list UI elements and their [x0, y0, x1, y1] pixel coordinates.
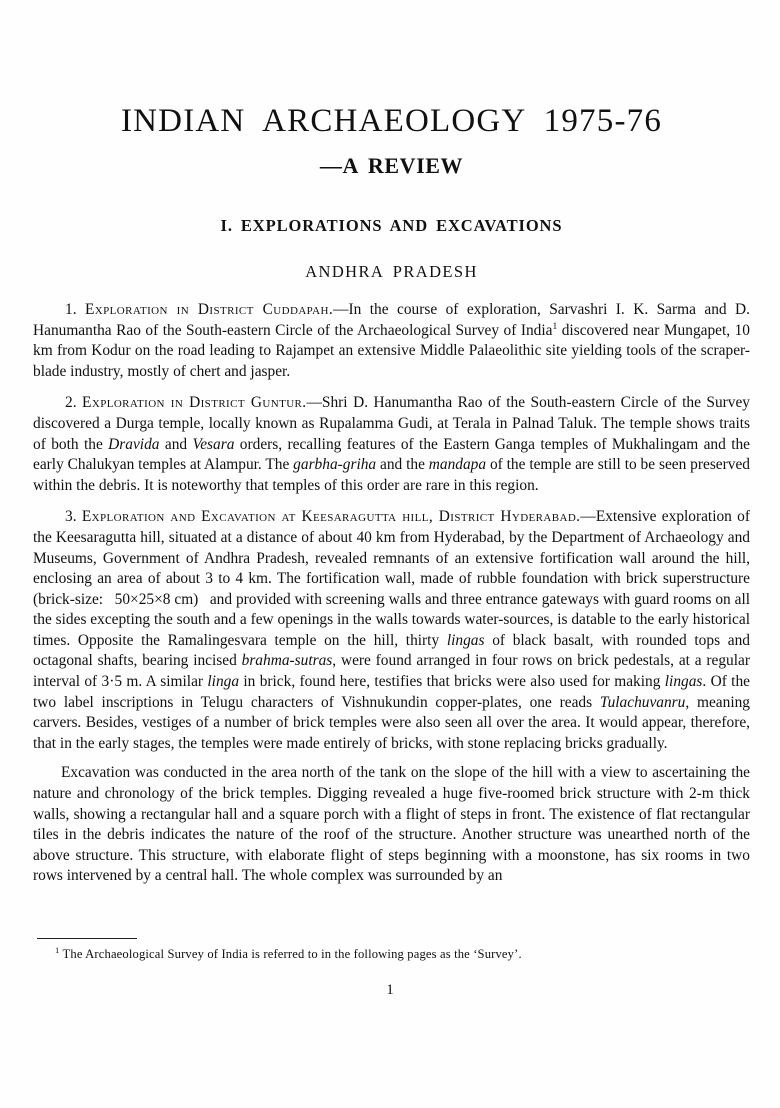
entry-1-number: 1.	[65, 300, 77, 318]
entry-2-paragraph	[33, 393, 750, 496]
entry-3-number: 3.	[65, 508, 77, 526]
region-heading: ANDHRA PRADESH	[305, 261, 478, 281]
entry-3-italic-c: linga	[207, 673, 240, 691]
entry-2-dash: —	[306, 394, 322, 412]
entry-3-continuation-paragraph: Excavation was conducted in the area north of the tank on the slope of the hill with a view to ascertaining the nature and chronology of the brick temples. Digging revealed a huge five-roomed brick structure with 2-m thick walls, showing a rectangular hall and a square porch with a flight of steps in front. The existence of flat rectangular tiles in the debris indicates the nature of the roof of the structure. Another structure was unearthed north of the above structure. This structure, with elaborate flight of steps beginning with a moonstone, has six rooms in two rows intervened by a central hall. The whole complex was surrounded by an	[33, 764, 750, 885]
entry-3-text-c: , were found arranged in four rows on brick pedestals, at a regular interval of 3·5 m. A similar	[33, 652, 750, 691]
entry-2-text-b: and	[159, 435, 193, 453]
entry-2-text-a: Shri D. Hanumantha Rao of the South-eastern Circle of the Survey discovered a Durga temple, locally known as Rupalamma Gudi, at Terala in Palnad Taluk. The temple shows traits of both the	[33, 394, 750, 453]
footnote-marker: 1	[55, 944, 60, 955]
entry-2-italic-d: mandapa	[428, 456, 487, 474]
entry-3-text-f: , meaning carvers. Besides, vestiges of a number of brick temples were also seen all over the area. It would appear, therefore, that in the early stages, the temples were made entirely of bricks, with stone replacing bricks gradually.	[33, 693, 750, 752]
page-title: INDIAN ARCHAEOLOGY 1975-76	[120, 103, 663, 139]
entry-2-text-e: of the temple are still to be seen preserved within the debris. It is noteworthy that temples of this order are rare in this region.	[33, 456, 750, 494]
entry-3-dash: —	[580, 508, 596, 526]
entry-3-italic-d: lingas	[664, 673, 703, 691]
entry-3-text-a: Extensive exploration of the Keesaragutta hill, situated at a distance of about 40 km from Hyderabad, by the Department of Archaeology and Museums, Government of Andhra Pradesh, revealed remnants of an extensive fortification wall around the hill, enclosing an area of about 3 to 4 km. The fortification wall, made of rubble foundation with brick superstructure (brick-size: 50×25×8 cm) and provided with screening walls and three entrance gateways with guard rooms on all the sides excepting the south and a few openings in the walls towards water-sources, is datable to the early historical times. Opposite the Ramalingesvara temple on the hill, thirty	[33, 508, 750, 649]
entry-3-italic-b: brahma-sutras	[241, 652, 333, 670]
footnote-reference[interactable]: 1	[552, 321, 558, 332]
entry-1-paragraph	[33, 300, 750, 382]
footnote-area	[33, 938, 750, 962]
entry-3-text-d: in brick, found here, testifies that bricks were also used for making	[239, 673, 665, 691]
entry-3-italic-a: lingas	[446, 631, 485, 649]
entry-2-italic-a: Dravida	[108, 435, 160, 453]
footnote-entry	[33, 946, 750, 962]
footnote-separator-rule	[37, 938, 137, 939]
footnote-text: The Archaeological Survey of India is referred to in the following pages as the ‘Survey’.	[62, 947, 522, 961]
section-heading: I. EXPLORATIONS AND EXCAVATIONS	[220, 215, 563, 235]
entry-3-text-b: of black basalt, with rounded tops and octagonal shafts, bearing incised	[33, 631, 750, 670]
entry-1-text-b: discovered near Mungapet, 10 km from Kodur on the road leading to Rajampet an extensive Middle Palaeolithic site yielding tools of the scraper-blade industry, mostly of chert and jasper.	[33, 321, 750, 380]
page-subtitle: —A REVIEW	[319, 152, 464, 178]
entry-1-dash: —	[333, 300, 349, 318]
entry-1-text-a: In the course of exploration, Sarvashri I. K. Sarma and D. Hanumantha Rao of the South-eastern Circle of the Archaeological Survey of India	[33, 300, 750, 339]
entry-2-heading: Exploration in District Guntur.	[82, 394, 307, 412]
page-number: 1	[386, 982, 394, 998]
entry-2-text-d: and the	[376, 456, 429, 474]
entry-2-italic-b: Vesara	[192, 435, 235, 453]
entry-1-heading: Exploration in District Cuddapah.	[84, 300, 334, 318]
entry-2-number: 2.	[65, 394, 77, 412]
body-text	[33, 282, 750, 887]
entry-2-text-c: orders, recalling features of the Eastern Ganga temples of Mukhalingam and the early Chalukyan temples at Alampur. The	[33, 435, 750, 474]
entry-3-heading: Exploration and Excavation at Keesaragutta hill, District Hyderabad.	[81, 508, 581, 526]
entry-3-text-e: . Of the two label inscriptions in Telugu characters of Vishnukundin copper-plates, one reads	[33, 673, 750, 711]
entry-2-italic-c: garbha-griha	[293, 456, 377, 474]
entry-3-paragraph	[33, 507, 750, 754]
page-content	[33, 0, 750, 898]
entry-3-italic-e: Tulachuvanru	[599, 693, 686, 711]
